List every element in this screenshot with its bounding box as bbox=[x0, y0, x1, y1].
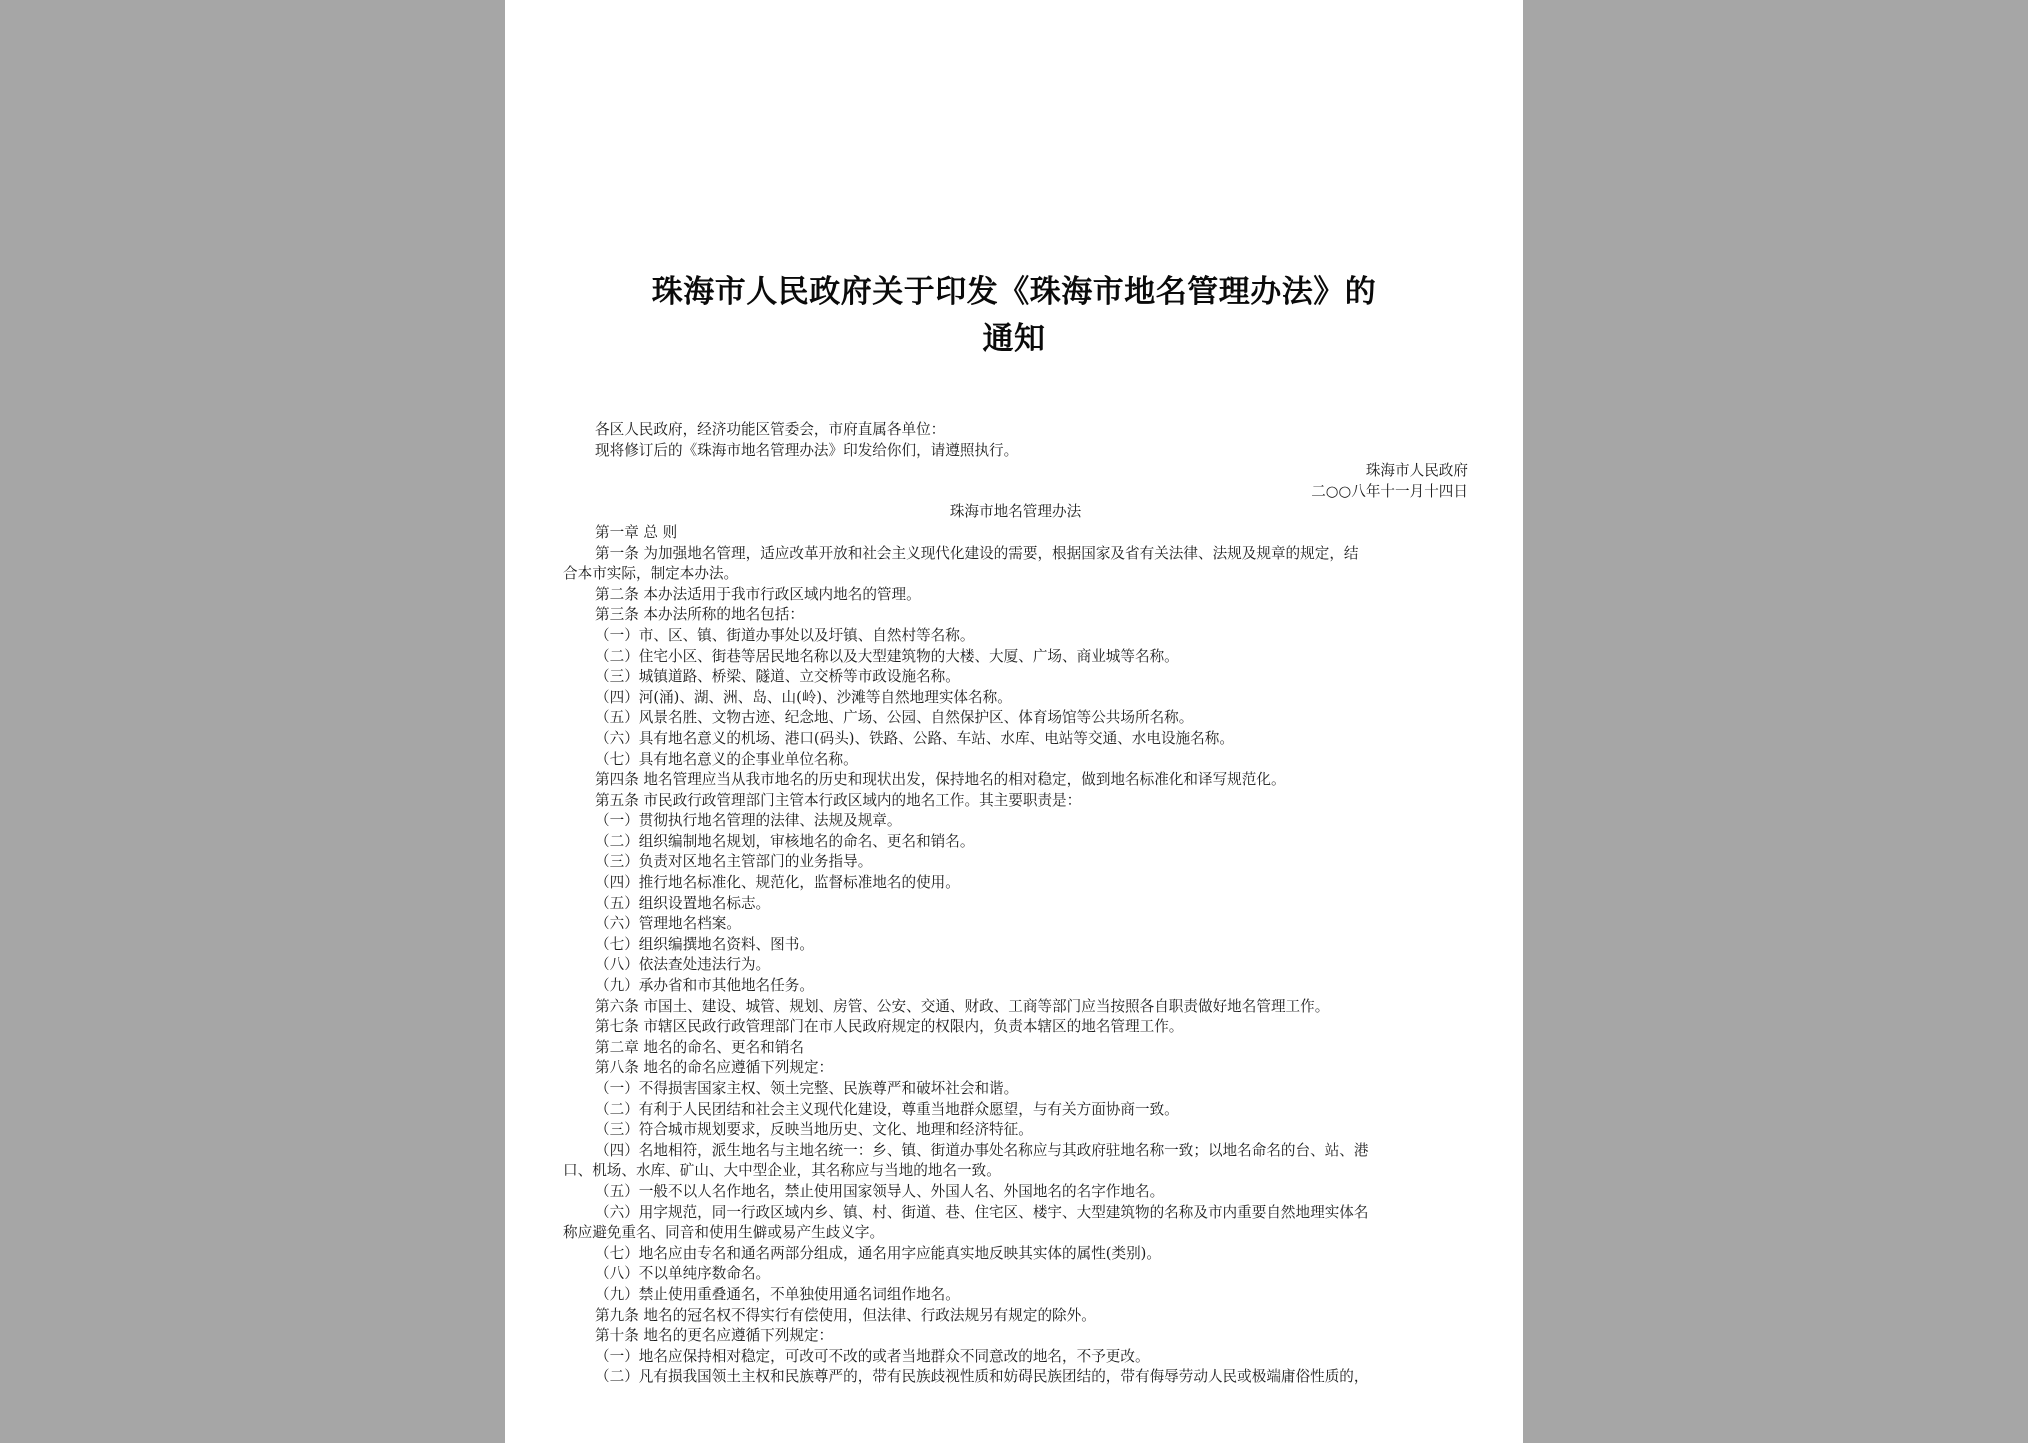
article-line: 口、机场、水库、矿山、大中型企业，其名称应与当地的地名一致。 bbox=[563, 1162, 1001, 1180]
document-page bbox=[505, 0, 1523, 1443]
article-line: 第八条 地名的命名应遵循下列规定： bbox=[595, 1059, 834, 1077]
article-lines bbox=[563, 523, 1468, 1388]
article-line: 第九条 地名的冠名权不得实行有偿使用，但法律、行政法规另有规定的除外。 bbox=[595, 1306, 1096, 1324]
article-line: （七）组织编撰地名资料、图书。 bbox=[595, 935, 814, 953]
article-line: （五）风景名胜、文物古迹、纪念地、广场、公园、自然保护区、体育场馆等公共场所名称。 bbox=[595, 709, 1194, 727]
article-line: 第二章 地名的命名、更名和销名 bbox=[595, 1038, 804, 1056]
article-line: 第一章 总 则 bbox=[595, 523, 678, 541]
article-line: （四）名地相符，派生地名与主地名统一：乡、镇、街道办事处名称应与其政府驻地名称一致；以地名命名的台、站、港 bbox=[595, 1141, 1369, 1159]
article-line: （三）城镇道路、桥梁、隧道、立交桥等市政设施名称。 bbox=[595, 668, 960, 686]
document-title-line-2: 通知 bbox=[982, 321, 1046, 357]
article-line: （四）河(涌)、湖、洲、岛、山(岭)、沙滩等自然地理实体名称。 bbox=[595, 688, 1012, 706]
document-title-line-1: 珠海市人民政府关于印发《珠海市地名管理办法》的 bbox=[651, 274, 1377, 310]
addressee-line: 各区人民政府，经济功能区管委会，市府直属各单位： bbox=[595, 421, 946, 438]
article-line: 第四条 地名管理应当从我市地名的历史和现状出发，保持地名的相对稳定，做到地名标准化和译写规范化。 bbox=[595, 771, 1286, 789]
article-line: 称应避免重名、同音和使用生僻或易产生歧义字。 bbox=[563, 1224, 885, 1242]
article-line: （六）管理地名档案。 bbox=[595, 915, 741, 933]
article-line: （七）具有地名意义的企事业单位名称。 bbox=[595, 750, 858, 768]
article-line: （八）不以单纯序数命名。 bbox=[595, 1265, 771, 1283]
intro-line: 现将修订后的《珠海市地名管理办法》印发给你们，请遵照执行。 bbox=[595, 441, 1019, 459]
article-line: （二）有利于人民团结和社会主义现代化建设，尊重当地群众愿望，与有关方面协商一致。 bbox=[595, 1100, 1179, 1118]
article-line: （九）承办省和市其他地名任务。 bbox=[595, 977, 814, 995]
article-line: （六）具有地名意义的机场、港口(码头)、铁路、公路、车站、水库、电站等交通、水电设施名称。 bbox=[595, 729, 1234, 747]
date-line: 二○○八年十一月十四日 bbox=[1311, 482, 1468, 500]
article-line: （一）贯彻执行地名管理的法律、法规及规章。 bbox=[595, 812, 902, 830]
article-line: （六）用字规范，同一行政区域内乡、镇、村、街道、巷、住宅区、楼宇、大型建筑物的名称及市内重要自然地理实体名 bbox=[595, 1203, 1369, 1221]
article-line: （二）凡有损我国领土主权和民族尊严的，带有民族歧视性质和妨碍民族团结的，带有侮辱劳动人民或极端庸俗性质的， bbox=[595, 1368, 1369, 1386]
article-line: （五）一般不以人名作地名，禁止使用国家领导人、外国人名、外国地名的名字作地名。 bbox=[595, 1182, 1165, 1200]
article-line: 第七条 市辖区民政行政管理部门在市人民政府规定的权限内，负责本辖区的地名管理工作。 bbox=[595, 1018, 1184, 1036]
article-line: （四）推行地名标准化、规范化，监督标准地名的使用。 bbox=[595, 874, 960, 892]
issuer-line: 珠海市人民政府 bbox=[1365, 462, 1468, 480]
article-line: 第二条 本办法适用于我市行政区域内地名的管理。 bbox=[595, 585, 921, 603]
article-line: 第三条 本办法所称的地名包括： bbox=[595, 606, 804, 624]
article-line: （三）符合城市规划要求，反映当地历史、文化、地理和经济特征。 bbox=[595, 1121, 1033, 1139]
article-line: （二）组织编制地名规划，审核地名的命名、更名和销名。 bbox=[595, 832, 975, 850]
article-line: （九）禁止使用重叠通名，不单独使用通名词组作地名。 bbox=[595, 1285, 960, 1303]
article-line: 第六条 市国土、建设、城管、规划、房管、公安、交通、财政、工商等部门应当按照各自职责做好地名管理工作。 bbox=[595, 997, 1330, 1015]
article-line: （二）住宅小区、街巷等居民地名称以及大型建筑物的大楼、大厦、广场、商业城等名称。 bbox=[595, 647, 1179, 665]
article-line: （七）地名应由专名和通名两部分组成，通名用字应能真实地反映其实体的属性(类别)。 bbox=[595, 1244, 1161, 1262]
article-line: （一）不得损害国家主权、领土完整、民族尊严和破坏社会和谐。 bbox=[595, 1080, 1019, 1097]
article-line: 第十条 地名的更名应遵循下列规定： bbox=[595, 1327, 834, 1345]
article-line: 合本市实际，制定本办法。 bbox=[563, 565, 739, 583]
article-line: （八）依法查处违法行为。 bbox=[595, 956, 771, 974]
document-body bbox=[563, 420, 1468, 1388]
article-line: （一）地名应保持相对稳定，可改可不改的或者当地群众不同意改的地名，不予更改。 bbox=[595, 1347, 1150, 1365]
regulation-heading: 珠海市地名管理办法 bbox=[949, 503, 1082, 521]
article-line: 第一条 为加强地名管理，适应改革开放和社会主义现代化建设的需要，根据国家及省有关法律、法规及规章的规定，结 bbox=[595, 544, 1359, 562]
article-line: 第五条 市民政行政管理部门主管本行政区域内的地名工作。其主要职责是： bbox=[595, 791, 1082, 809]
article-line: （五）组织设置地名标志。 bbox=[595, 894, 771, 912]
article-line: （一）市、区、镇、街道办事处以及圩镇、自然村等名称。 bbox=[595, 626, 975, 644]
article-line: （三）负责对区地名主管部门的业务指导。 bbox=[595, 853, 873, 871]
